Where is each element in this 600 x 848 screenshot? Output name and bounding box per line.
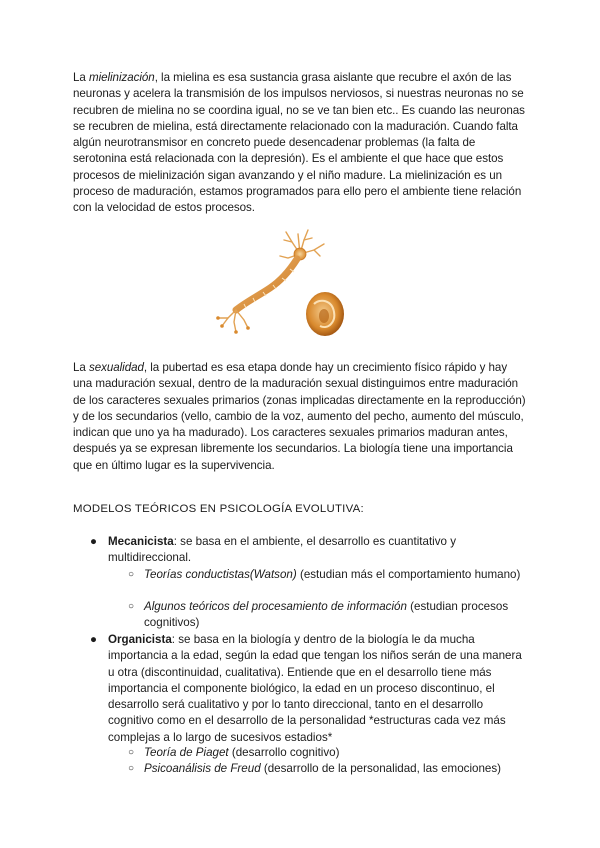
- neuron-illustration: [200, 222, 360, 342]
- paragraph-body: , la pubertad es esa etapa donde hay un crecimiento físico rápido y hay una maduración sexual, dentro de la maduración sexual distinguimos entre maduración de los caracteres sexuales primarios (zonas implicadas directamente en la reproducción) y de los secundarios (vello, cambio de la voz, aumento del pecho, aumento del músculo, indican que uno ya ha madurado). Los caracteres sexuales primarios maduran antes, después ya se expresan libremente los secundarios. La biología tiene una importancia que en último lugar es la supervivencia.: [73, 361, 526, 472]
- theory-note: (desarrollo cognitivo): [228, 746, 340, 759]
- model-description: : se basa en la biología y dentro de la biología le da mucha importancia a la edad, según la edad que tengan los niños serán de una manera u otra (discontinuidad, cualitativa). Entiende que en el desarrollo tiene más importancia el componente biológico, la edad en un proceso discontinuo, el desarrollo será cualitativo y por lo tanto direccional, tanto en el desarrollo cognitivo como en el desarrollo de la personalidad *estructuras cada vez más complejas a lo largo de sucesivos estadios*: [108, 633, 522, 744]
- theory-note: (estudian procesos cognitivos): [144, 600, 509, 630]
- term-sexualidad: sexualidad: [88, 361, 144, 374]
- term-mielinizacion: mielinización: [88, 71, 155, 84]
- model-description: : se basa en el ambiente, el desarrollo es cuantitativo y multidireccional.: [108, 535, 457, 565]
- theory-name: Teoría de Piaget: [144, 746, 229, 759]
- theory-name: Psicoanálisis de Freud: [144, 762, 261, 775]
- theory-note: (estudian más el comportamiento humano): [296, 568, 521, 581]
- bullet-icon: ●: [90, 633, 98, 646]
- paragraph-lead: La: [73, 71, 89, 84]
- model-name: Organicista: [108, 633, 172, 646]
- paragraph-body: , la mielina es esa sustancia grasa aislante que recubre el axón de las neuronas y acelera la transmisión de los impulsos nerviosos, si nuestras neuronas no se recubren de mielina no se coordina igual, no se ve tan bien etc.. Es cuando las neuronas se recubren de mielina, está directamente relacionado con la maduración. Cuando falta algún neurotransmisor en concreto puede desencadenar problemas (la falta de serotonina está relacionada con la depresión). Es el ambiente el que hace que estos procesos de mielinización sigan avanzando y el niño madure. La mielinización es un proceso de maduración, estamos programados para ello pero el ambiente tiene relación con la velocidad de estos procesos.: [73, 71, 525, 215]
- circle-bullet-icon: ○: [128, 747, 135, 758]
- model-name: Mecanicista: [108, 535, 174, 548]
- theory-name: Algunos teóricos del procesamiento de información: [144, 600, 407, 613]
- theory-name: Teorías conductistas(Watson): [144, 568, 297, 581]
- section-heading: MODELOS TEÓRICOS EN PSICOLOGÍA EVOLUTIVA:: [73, 503, 364, 515]
- paragraph-mielinizacion: [73, 70, 529, 217]
- paragraph-lead: La: [73, 361, 89, 374]
- theory-note: (desarrollo de la personalidad, las emociones): [260, 762, 502, 775]
- paragraph-sexualidad: [73, 360, 529, 474]
- circle-bullet-icon: ○: [128, 601, 135, 612]
- circle-bullet-icon: ○: [128, 569, 135, 580]
- circle-bullet-icon: ○: [128, 763, 135, 774]
- bullet-icon: ●: [90, 535, 98, 548]
